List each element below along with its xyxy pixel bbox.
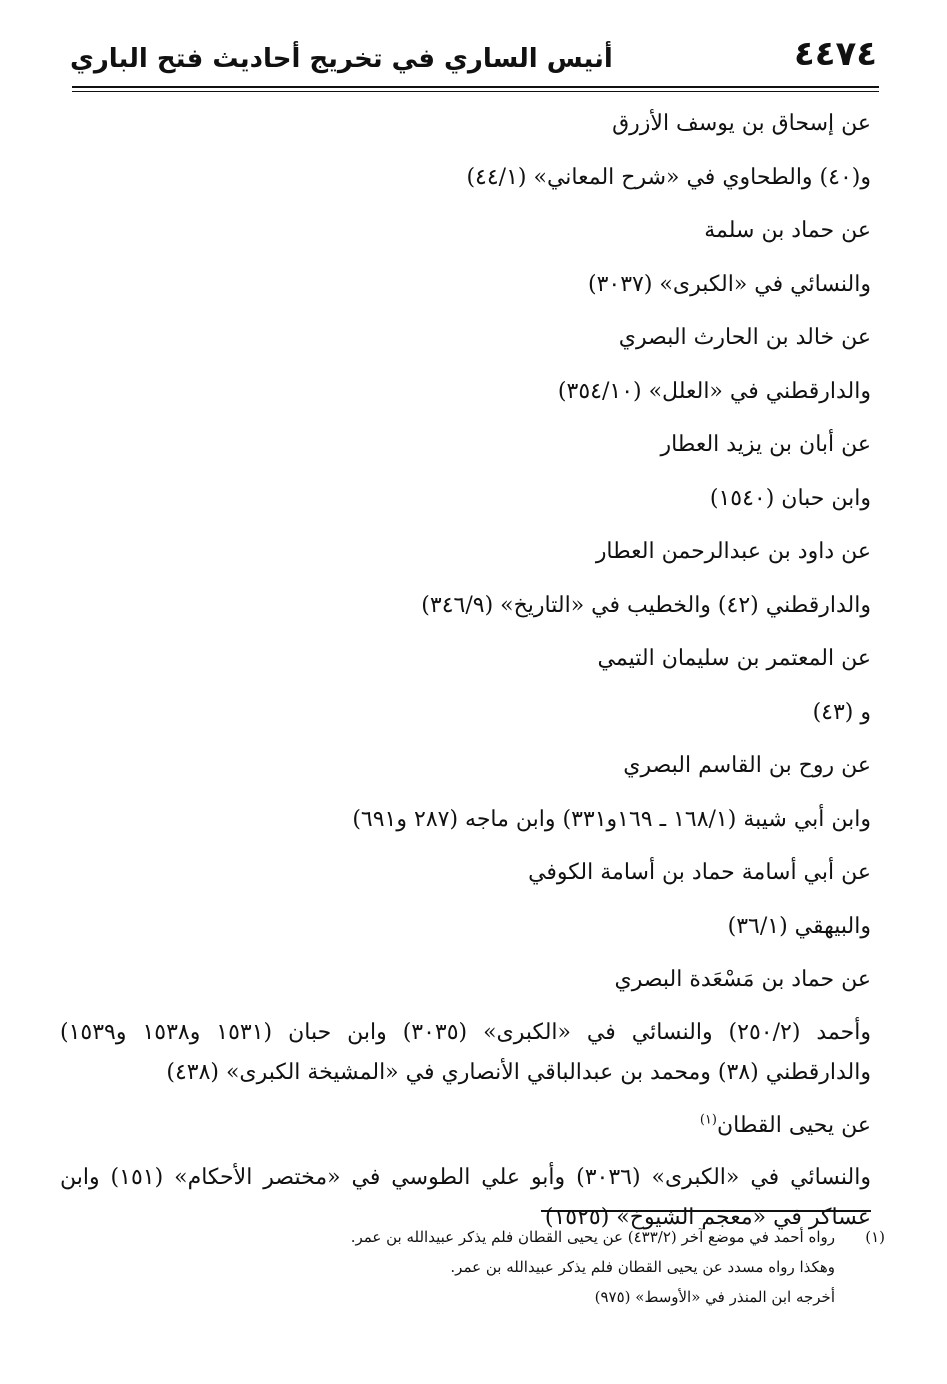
text-line: والبيهقي (٣٦/١) (727, 913, 871, 939)
running-title: أنيس الساري في تخريج أحاديث فتح الباري (70, 44, 613, 74)
footnote-separator (541, 1210, 871, 1212)
text-line-with-footnote (60, 1099, 871, 1153)
footnotes (150, 1222, 885, 1312)
text-line: عن داود بن عبدالرحمن العطار (595, 539, 871, 564)
paragraph: والنسائي في «الكبرى» (٣٠٣٦) وأبو علي الطوسي في «مختصر الأحكام» (١٥١) وابن عساكر في «معجم الشيوخ» (١٥٢٥) (60, 1165, 871, 1230)
header-rule (72, 86, 879, 88)
header-rule-thin (72, 91, 879, 92)
text-line: وابن حبان (١٥٤٠) (709, 485, 871, 511)
text-line: عن إسحاق بن يوسف الأزرق (612, 111, 871, 136)
footnote-line: وهكذا رواه مسدد عن يحيى القطان فلم يذكر عبيدالله بن عمر. (450, 1258, 835, 1276)
text-span: عن يحيى القطان (716, 1112, 871, 1138)
text-line: والدارقطني في «العلل» (٣٥٤/١٠) (557, 378, 871, 404)
footnote-body (150, 1222, 835, 1312)
text-line: عن خالد بن الحارث البصري (618, 325, 871, 350)
text-line: و(٤٠) والطحاوي في «شرح المعاني» (٤٤/١) (466, 164, 871, 190)
footnote-line: أخرجه ابن المنذر في «الأوسط» (٩٧٥) (594, 1288, 835, 1306)
footnote-line: رواه أحمد في موضع آخر (٤٣٣/٢) عن يحيى القطان فلم يذكر عبيدالله بن عمر. (350, 1228, 835, 1246)
text-line: والنسائي في «الكبرى» (٣٠٣٧) (587, 271, 871, 297)
text-line: عن المعتمر بن سليمان التيمي (597, 646, 871, 671)
footnote-reference: (١) (699, 1112, 717, 1128)
footnote (150, 1222, 885, 1312)
text-line: و (٤٣) (812, 699, 871, 725)
main-text (60, 97, 871, 1244)
text-line: وابن أبي شيبة (١٦٨/١ ـ ١٦٩و٣٣١) وابن ماجه (٢٨٧ و٦٩١) (352, 806, 871, 832)
page-header (70, 30, 877, 88)
paragraph: وأحمد (٢٥٠/٢) والنسائي في «الكبرى» (٣٠٣٥) وابن حبان (١٥٣١ و١٥٣٨ و١٥٣٩) والدارقطني (٣٨) ومحمد بن عبدالباقي الأنصاري في «المشيخة الكبرى» (٤٣٨) (60, 1019, 871, 1085)
page-number: ٤٤٧٤ (793, 34, 877, 74)
text-line: عن روح بن القاسم البصري (623, 753, 871, 778)
text-line: عن أبان بن يزيد العطار (660, 432, 871, 457)
text-line: عن أبي أسامة حماد بن أسامة الكوفي (528, 860, 871, 885)
text-line: والدارقطني (٤٢) والخطيب في «التاريخ» (٣٤٦/٩) (421, 592, 871, 618)
text-line: عن حماد بن سلمة (704, 218, 871, 243)
text-line: عن حماد بن مَسْعَدة البصري (614, 967, 871, 992)
footnote-number: (١) (865, 1228, 885, 1246)
